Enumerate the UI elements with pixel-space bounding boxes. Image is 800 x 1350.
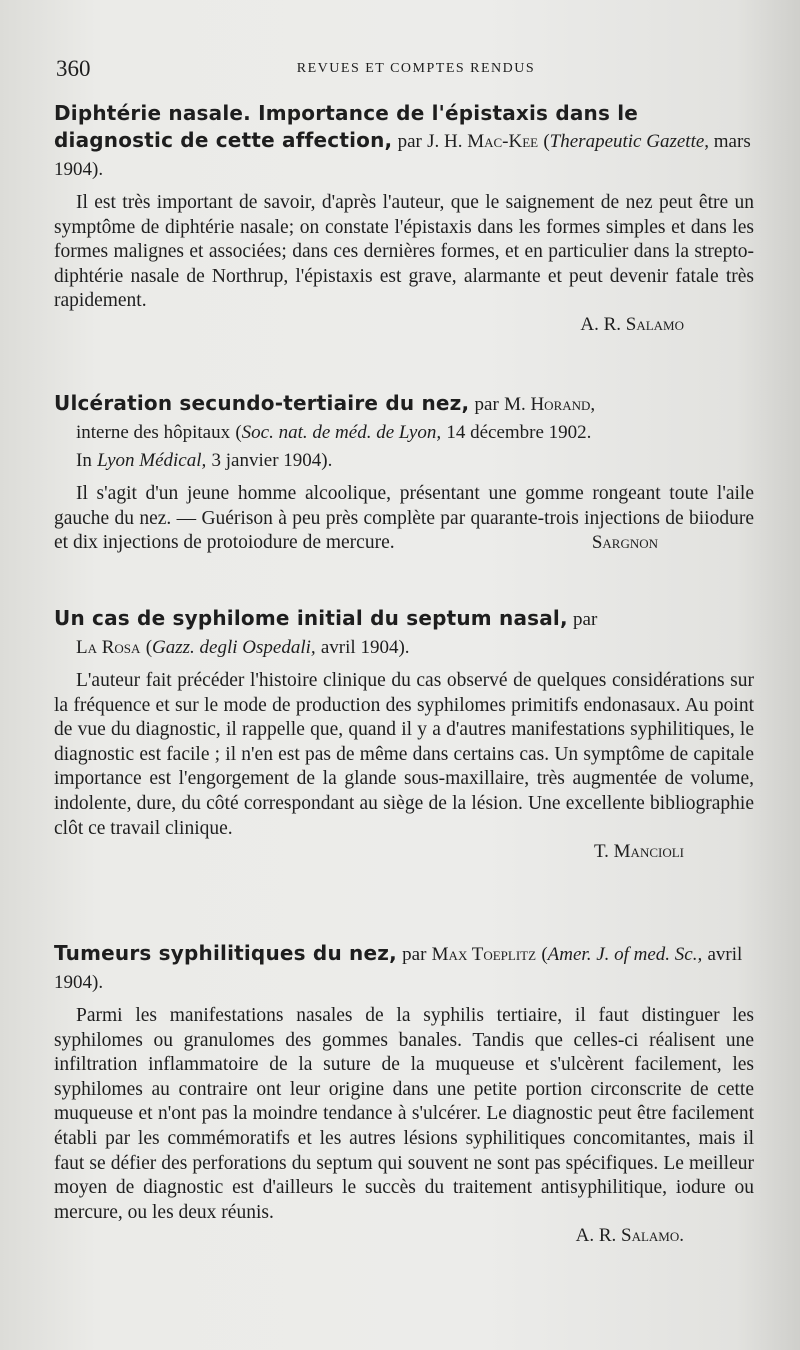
article-body: L'auteur fait précéder l'histoire clinique du cas observé de quelques considérations sur la fréquence et sur le mode de production des syphilomes primitifs endonasaux. Au point de vue du diagnostic, il rappelle que, quand il y a d'autres manifestations syphilitiques, le diagnostic est facile ; il n'en est pas de même dans certains cas. Un symptôme de capitale importance est l'engorgement de la glande sous-maxillaire, très augmentée de volume, indolente, dure, du côté correspondant au siège de la lésion. Une excellente bibliographie clôt ce travail clinique. bbox=[54, 670, 754, 839]
article-author: M. Horand, bbox=[504, 394, 596, 415]
article-heading: Diphtérie nasale. Importance de l'épistaxis dans le diagnostic de cette affection, par J. H. Mac-Kee (Therapeutic Gazette, mars 1904). bbox=[54, 101, 751, 180]
article-title: Ulcération secundo-tertiaire du nez, bbox=[54, 391, 470, 415]
article-body: Il est très important de savoir, d'après l'auteur, que le saignement de nez peut être un symptôme de diphtérie nasale; on constate l'épistaxis dans les formes simples et dans les formes malignes et associées; dans ces dernières formes, et en particulier dans la strepto-diphtérie nasale de Northrup, l'épistaxis est grave, alarmante et peut devenir fatale très rapidement. bbox=[54, 192, 754, 312]
running-header bbox=[56, 56, 736, 86]
article-body: Parmi les manifestations nasales de la syphilis tertiaire, il faut distinguer les syphilomes ou granulomes des gommes banales. Tandis que celles-ci réalisent une infiltration inflammatoire de la suture de la muqueuse et s'ulcèrent facilement, les syphilomes au contraire ont leur origine dans une petite portion circonscrite de cette muqueuse et n'ont pas la moindre tendance à s'ulcérer. Le diagnostic peut être facilement établi par les commémoratifs et les autres lésions syphilitiques concomitantes, mais il faut se défier des perforations du septum qui souvent ne sont pas spécifiques. Le meilleur moyen de diagnostic est d'ailleurs le succès du traitement antisyphilitique, iodure ou mercure, ou les deux réunis. bbox=[54, 1005, 754, 1223]
article-body: Il s'agit d'un jeune homme alcoolique, présentant une gomme rongeant toute l'aile gauche du nez. — Guérison à peu près complète par quarante-trois injections de biiodure et dix injections de protoiodure de mercure. bbox=[54, 483, 754, 554]
article-heading-source2 bbox=[54, 446, 754, 474]
article-signature: T. Mancioli bbox=[593, 841, 684, 863]
article-heading bbox=[54, 605, 754, 633]
article-date: 14 décembre 1902. bbox=[446, 422, 592, 443]
article-syphilome-septum bbox=[54, 605, 754, 863]
article-title: Un cas de syphilome initial du septum nasal, bbox=[54, 606, 568, 630]
page-number: 360 bbox=[56, 56, 91, 81]
article-tumeurs-syphilitiques bbox=[54, 940, 754, 1247]
article-date: avril 1904). bbox=[320, 637, 410, 658]
article-by: par bbox=[397, 131, 422, 152]
article-source2: Lyon Médical, bbox=[97, 450, 207, 471]
article-source: Gazz. degli Ospedali, bbox=[152, 637, 316, 658]
article-author: Max Toeplitz bbox=[431, 944, 537, 965]
article-by: par bbox=[402, 944, 427, 965]
article-heading bbox=[54, 390, 754, 418]
article-date: avril 1904). bbox=[54, 944, 743, 993]
article-signature: A. R. Salamo bbox=[580, 313, 684, 335]
article-author: J. H. Mac-Kee bbox=[427, 131, 539, 152]
article-source: Amer. J. of med. Sc., bbox=[547, 944, 703, 965]
article-signature: Sargnon bbox=[591, 531, 658, 553]
article-heading-continued: interne des hôpitaux (Soc. nat. de méd. de Lyon, 14 décembre 1902. bbox=[76, 422, 592, 443]
article-date: mars 1904). bbox=[54, 131, 751, 180]
article-author: La Rosa bbox=[76, 637, 141, 658]
article-title: Tumeurs syphilitiques du nez, bbox=[54, 941, 397, 965]
article-by: par bbox=[474, 394, 499, 415]
article-source2-prefix: In bbox=[76, 450, 92, 471]
article-affiliation: interne des hôpitaux bbox=[76, 422, 231, 443]
article-ulceration-nez bbox=[54, 390, 754, 554]
article-diphterie-nasale bbox=[54, 100, 754, 336]
article-title: Diphtérie nasale. Importance de l'épistaxis dans le diagnostic de cette affection, bbox=[54, 101, 639, 152]
article-source: Soc. nat. de méd. de Lyon, bbox=[241, 422, 442, 443]
article-signature: A. R. Salamo. bbox=[575, 1225, 684, 1247]
running-title: REVUES ET COMPTES RENDUS bbox=[296, 61, 536, 76]
article-heading: Tumeurs syphilitiques du nez, par Max Toeplitz (Amer. J. of med. Sc., avril 1904). bbox=[54, 941, 743, 993]
article-heading-continued: La Rosa (Gazz. degli Ospedali, avril 1904). bbox=[76, 637, 410, 658]
article-source: Therapeutic Gazette bbox=[549, 131, 705, 152]
article-date2: 3 janvier 1904). bbox=[211, 450, 333, 471]
article-by: par bbox=[573, 609, 598, 630]
